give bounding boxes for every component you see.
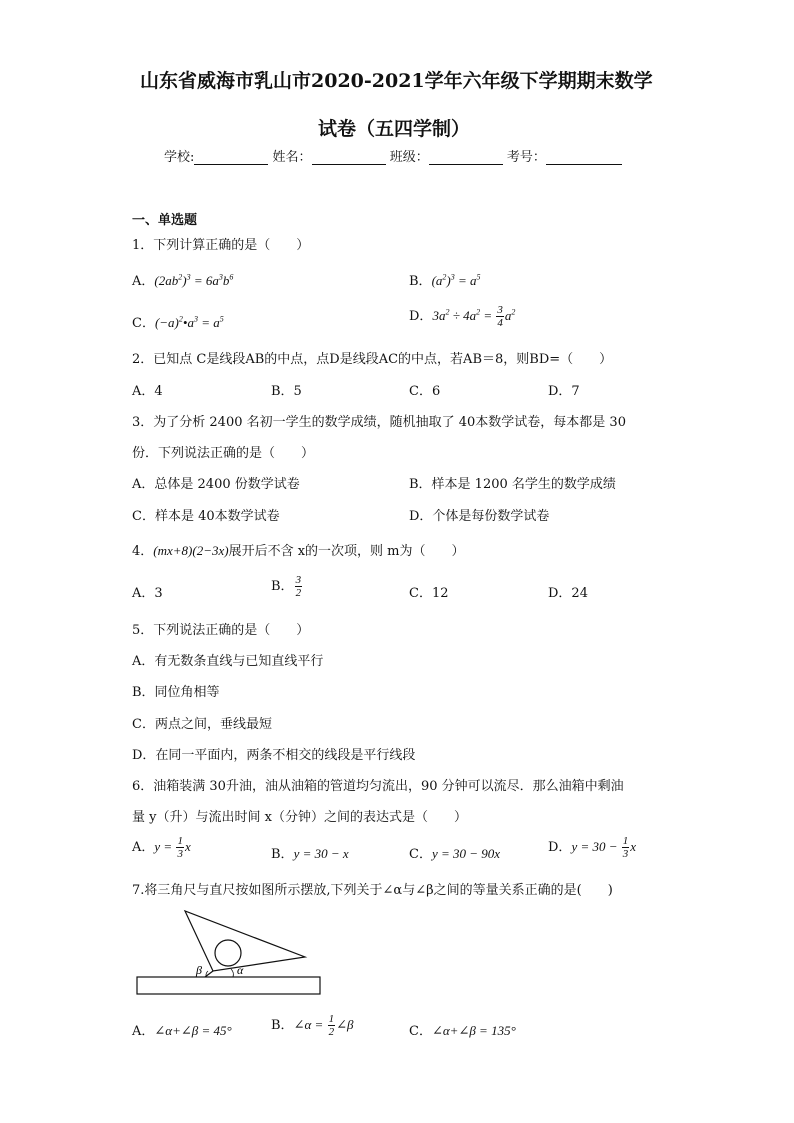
q4-option-b[interactable]: B． $\frac{3}{2}$ [271, 574, 302, 599]
name-label: 姓名： [272, 150, 312, 165]
q5-option-d[interactable]: D．在同一平面内，两条不相交的线段是平行线段 [132, 748, 416, 763]
ruler-rect [137, 977, 320, 994]
q1-option-a[interactable]: A．$(2ab^2)^3 = 6a^3b^6$ [132, 272, 234, 289]
q2-option-a[interactable]: A．4 [132, 384, 163, 399]
q2-option-c[interactable]: C．6 [409, 384, 441, 399]
q7-stem: 7.将三角尺与直尺按如图所示摆放,下列关于∠α与∠β之间的等量关系正确的是( ) [132, 883, 613, 898]
q1-option-c[interactable]: C．$(-a)^2•a^3 = a^5$ [132, 314, 224, 331]
q4-option-d[interactable]: D．24 [548, 586, 588, 601]
title-line-1: 山东省威海市乳山市2020-2021学年六年级下学期期末数学 [140, 70, 653, 92]
q4-option-c[interactable]: C．12 [409, 586, 449, 601]
exam-number-blank[interactable] [546, 150, 622, 165]
title-line-2: 试卷（五四学制） [318, 118, 471, 140]
q3-option-c[interactable]: C．样本是 40本数学试卷 [132, 509, 280, 524]
beta-label: β [196, 963, 202, 977]
q3-option-a[interactable]: A．总体是 2400 份数学试卷 [132, 477, 300, 492]
school-label: 学校: [164, 150, 195, 165]
exam-number-label: 考号： [506, 150, 546, 165]
q7-figure-triangle-ruler [130, 905, 330, 1000]
student-info-fields [164, 146, 622, 165]
alpha-label: α [237, 963, 244, 977]
class-blank[interactable] [429, 150, 503, 165]
q4-stem: 4．(mx+8)(2−3x)展开后不含 x的一次项，则 m为（ ） [132, 543, 465, 559]
q2-stem: 2．已知点 C是线段AB的中点，点D是线段AC的中点，若AB＝8，则BD=（ ） [132, 352, 613, 367]
name-blank[interactable] [312, 150, 386, 165]
school-blank[interactable] [194, 150, 268, 165]
q1-option-d[interactable]: D．$3a^2 \div 4a^2$ = $\frac{3}{4}$ $a^2$ [409, 304, 516, 329]
q6-option-a[interactable]: A．y = $\frac{1}{3}$ x [132, 835, 191, 860]
q6-option-c[interactable]: C．y = 30 − 90x [409, 846, 501, 862]
q5-option-a[interactable]: A．有无数条直线与已知直线平行 [132, 654, 324, 669]
q5-option-c[interactable]: C．两点之间，垂线最短 [132, 717, 272, 732]
class-label: 班级： [389, 150, 429, 165]
q1-stem: 1．下列计算正确的是（ ） [132, 238, 310, 253]
q7-option-c[interactable]: C．∠α+∠β = 135° [409, 1023, 516, 1039]
q3-stem-line-2: 份．下列说法正确的是（ ） [132, 446, 315, 461]
q5-option-b[interactable]: B．同位角相等 [132, 685, 220, 700]
q3-option-d[interactable]: D．个体是每份数学试卷 [409, 509, 550, 524]
q6-option-b[interactable]: B．y = 30 − x [271, 846, 349, 862]
triangle-outer [185, 911, 305, 971]
q3-option-b[interactable]: B．样本是 1200 名学生的数学成绩 [409, 477, 616, 492]
q7-option-a[interactable]: A．∠α+∠β = 45° [132, 1023, 232, 1039]
section-heading: 一、单选题 [132, 213, 198, 228]
q2-option-b[interactable]: B．5 [271, 384, 302, 399]
q1-option-b[interactable]: B．$(a^2)^3 = a^5$ [409, 272, 481, 289]
q2-option-d[interactable]: D．7 [548, 384, 580, 399]
q3-stem-line-1: 3．为了分析 2400 名初一学生的数学成绩，随机抽取了 40本数学试卷，每本都是 30 [132, 415, 626, 430]
q7-option-b[interactable]: B．∠α = $\frac{1}{2}$ ∠β [271, 1013, 354, 1038]
q6-stem-line-1: 6．油箱装满 30升油，油从油箱的管道均匀流出，90 分钟可以流尽．那么油箱中剩油 [132, 779, 624, 794]
q6-option-d[interactable]: D．y = 30 − $\frac{1}{3}$ x [548, 835, 637, 860]
q6-stem-line-2: 量 y（升）与流出时间 x（分钟）之间的表达式是（ ） [132, 810, 467, 825]
q4-option-a[interactable]: A．3 [132, 586, 163, 601]
q5-stem: 5．下列说法正确的是（ ） [132, 623, 310, 638]
